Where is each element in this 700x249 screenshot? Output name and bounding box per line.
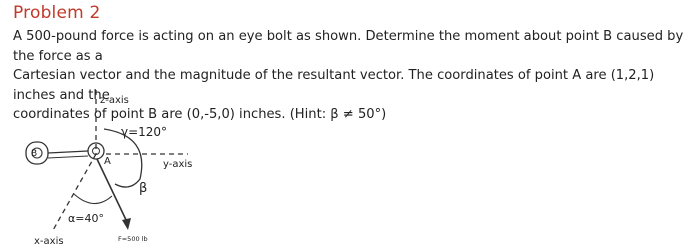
problem-line-1: A 500-pound force is acting on an eye bolt as shown. Determine the moment about point B caused by the force as a	[13, 29, 684, 64]
gamma-angle-label: γ=120°	[121, 125, 168, 139]
beta-angle-label: β	[139, 181, 148, 196]
problem-line-2: Cartesian vector and the magnitude of the resultant vector. The coordinates of point A are (1,2,1) inches and the	[13, 68, 655, 103]
alpha-angle-label: α=40°	[68, 212, 104, 225]
force-label: F=500 lb	[118, 235, 148, 243]
point-a-label: A	[104, 156, 111, 167]
eye-bolt-figure	[0, 84, 260, 249]
x-axis-label: x-axis	[34, 236, 64, 247]
z-axis-label: z-axis	[100, 95, 129, 106]
point-b-label: B	[31, 149, 38, 159]
force-arrowhead	[122, 218, 131, 230]
problem-title: Problem 2	[13, 3, 101, 23]
bolt-arm-lower	[48, 156, 88, 158]
problem-line-3: coordinates of point B are (0,-5,0) inches. (Hint: β ≠ 50°)	[13, 107, 387, 122]
y-axis-label: y-axis	[163, 159, 193, 170]
bolt-arm	[48, 151, 88, 153]
alpha-angle-arc	[74, 194, 112, 204]
